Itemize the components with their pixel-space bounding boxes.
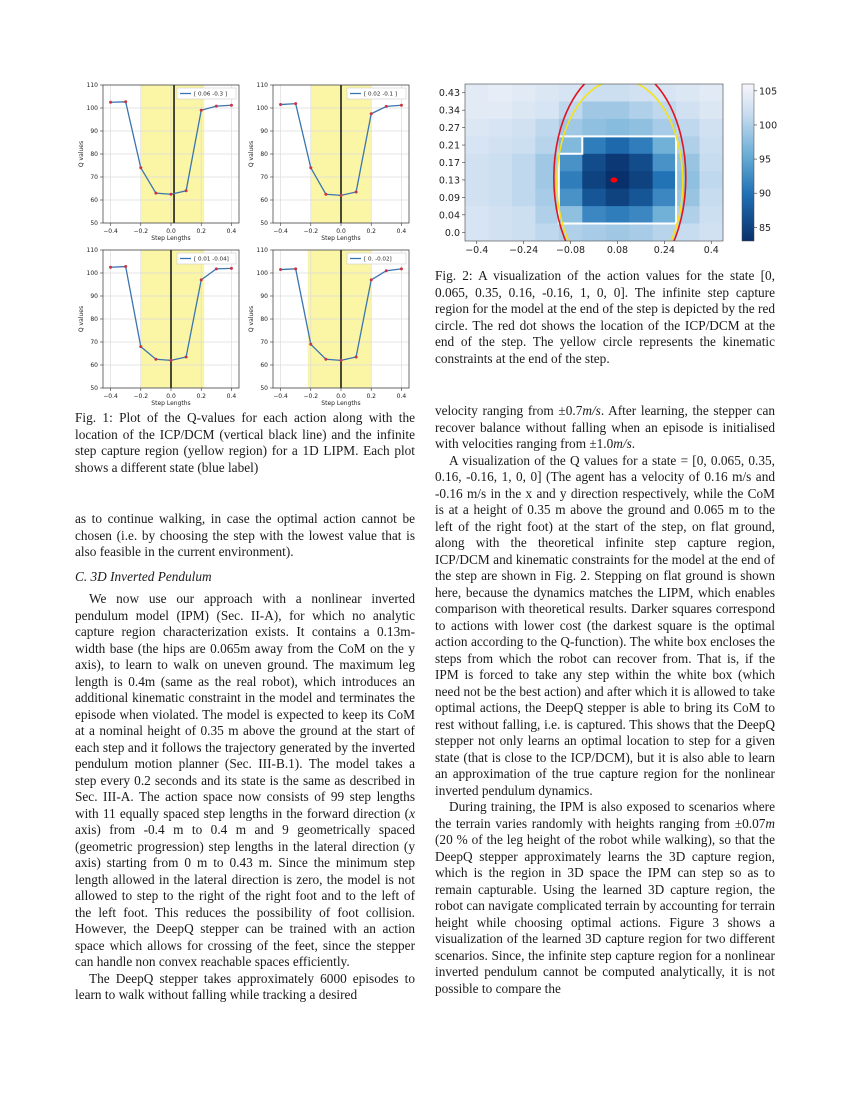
- data-point: [355, 355, 358, 358]
- y-axis-label: Q values: [78, 140, 85, 168]
- heatmap-cell: [465, 224, 489, 242]
- heatmap-cell: [582, 136, 606, 154]
- legend: [177, 253, 236, 264]
- x-tick-label: 0.24: [653, 245, 675, 256]
- y-tick-label: 80: [260, 316, 268, 323]
- heatmap-cell: [582, 154, 606, 172]
- data-point: [324, 193, 327, 196]
- heatmap-cell: [512, 206, 536, 224]
- heatmap-cell: [559, 189, 583, 207]
- colorbar-tick-label: 105: [759, 86, 778, 98]
- heatmap-cell: [676, 171, 700, 189]
- y-tick-label: 0.0: [444, 227, 460, 239]
- y-axis-label: Q values: [78, 305, 85, 333]
- x-tick-label: 0.4: [703, 245, 719, 256]
- heatmap-cell: [512, 154, 536, 172]
- heatmap-cell: [582, 101, 606, 119]
- y-tick-label: 70: [90, 174, 98, 181]
- y-tick-label: 0.13: [438, 175, 460, 187]
- x-tick-label: 0.0: [166, 393, 176, 400]
- x-tick-label: −0.2: [133, 393, 149, 400]
- y-tick-label: 70: [90, 339, 98, 346]
- x-tick-label: −0.2: [303, 393, 319, 400]
- y-tick-label: 50: [260, 385, 268, 392]
- y-tick-label: 50: [90, 220, 98, 227]
- heatmap-cell: [700, 224, 724, 242]
- data-point: [230, 267, 233, 270]
- y-tick-label: 100: [256, 105, 268, 112]
- paragraph: velocity ranging from ±0.7m/s. After learning, the stepper can recover balance without falling when an episode is initialised with velocities ranging from ±1.0m/s.: [435, 403, 775, 451]
- data-point: [215, 267, 218, 270]
- y-tick-label: 110: [256, 82, 268, 89]
- y-tick-label: 0.21: [438, 140, 460, 152]
- y-tick-label: 100: [86, 270, 98, 277]
- y-tick-label: 0.27: [438, 123, 460, 135]
- heatmap-cell: [488, 84, 512, 102]
- heatmap-cell: [465, 119, 489, 137]
- x-tick-label: 0.4: [226, 393, 237, 400]
- data-point: [230, 104, 233, 107]
- y-tick-label: 0.09: [438, 192, 460, 204]
- colorbar: [742, 84, 754, 241]
- y-tick-label: 110: [256, 247, 268, 254]
- heatmap-cell: [629, 224, 653, 242]
- y-tick-label: 0.04: [438, 210, 460, 222]
- x-tick-label: 0.08: [606, 245, 629, 256]
- data-point: [170, 193, 173, 196]
- data-point: [279, 103, 282, 106]
- heatmap-cell: [676, 101, 700, 119]
- heatmap-cell: [488, 119, 512, 137]
- paragraph: We now use our approach with a nonlinear inverted pendulum model (IPM) (Sec. II-A), for which no analytic capture region characterization exists. It contains a 0.13m-width base (the hips are 0.065m away from the CoM on the y axis), to learn to walk on uneven ground. The maximum leg length is 0.4m (same as the real robot), which introduces an additional kinematic constraint in the model and terminates the episode when violated. The model is expected to keep its CoM at a nominal height of 0.35 m above the ground at the start of each step and it follows the trajectory generated by the inverted pendulum motion planner (Sec. III-B.1). The model takes a step every 0.2 seconds and its state is the same as described in Sec. III-A. The action space now consists of 99 step lengths with 11 equally spaced step lengths in the forward direction (x axis) from -0.4 m to 0.4 m and 9 geometrically spaced (geometric progression) step lengths in the lateral direction (y axis) starting from 0 m to 0.43 m. Since the minimum step length allowed in the lateral direction is zero, the model is not allowed to step to the right of the right foot and to the left of the left foot. This reduces the possibility of foot collision. However, the DeepQ stepper can be trained with an action space which allows for crossing of the feet, since the stepper can handle non convex reachable spaces efficiently.: [75, 591, 415, 969]
- y-tick-label: 80: [90, 316, 98, 323]
- x-tick-label: −0.08: [555, 245, 586, 256]
- heatmap-cell: [465, 189, 489, 207]
- heatmap-cell: [559, 154, 583, 172]
- heatmap-cell: [653, 171, 677, 189]
- heatmap-cell: [488, 206, 512, 224]
- heatmap-cell: [465, 136, 489, 154]
- section-heading: C. 3D Inverted Pendulum: [75, 568, 212, 584]
- y-tick-label: 90: [260, 128, 268, 135]
- data-point: [385, 269, 388, 272]
- data-point: [340, 194, 343, 197]
- heatmap-cell: [606, 84, 630, 102]
- y-tick-label: 70: [260, 339, 268, 346]
- legend-label: [ 0.02 -0.1 ]: [364, 91, 398, 98]
- y-tick-label: 80: [90, 151, 98, 158]
- paragraph: as to continue walking, in case the optimal action cannot be chosen (i.e. by choosing the step with the lowest value that is also feasible in the current environment).: [75, 511, 415, 559]
- data-point: [124, 265, 127, 268]
- heatmap-cell: [606, 119, 630, 137]
- data-point: [324, 358, 327, 361]
- heatmap-cell: [465, 171, 489, 189]
- heatmap-cell: [606, 206, 630, 224]
- heatmap-cell: [606, 224, 630, 242]
- x-tick-label: 0.2: [366, 228, 376, 235]
- mask: [430, 80, 790, 84]
- x-tick-label: 0.0: [336, 228, 346, 235]
- y-tick-label: 0.43: [438, 88, 460, 100]
- colorbar-tick-label: 90: [759, 188, 772, 200]
- heatmap-cell: [512, 189, 536, 207]
- legend-label: [ 0.06 -0.3 ]: [194, 91, 228, 98]
- y-tick-label: 60: [260, 197, 268, 204]
- data-point: [309, 343, 312, 346]
- x-tick-label: −0.2: [133, 228, 149, 235]
- heatmap-cell: [676, 154, 700, 172]
- q-value-subplot: [78, 247, 239, 407]
- data-point: [185, 355, 188, 358]
- y-axis-label: Q values: [248, 305, 255, 333]
- data-point: [200, 278, 203, 281]
- x-tick-label: 0.4: [396, 228, 407, 235]
- right-column: [435, 403, 775, 997]
- paragraph: During training, the IPM is also exposed to scenarios where the terrain varies randomly with heights ranging from ±0.07m (20 % of the leg height of the robot while walking), so that the DeepQ stepper approximately learns the 3D capture region, which is the region in 3D space the IPM can step so as to remain capturable. Using the learned 3D capture region, the robot can navigate complicated terrain by accounting for terrain height while choosing optimal actions. Figure 3 shows a visualization of the learned 3D capture region for two different scenarios. Since, the infinite step capture region for a nonlinear inverted pendulum cannot be computed analytically, it is not possible to compare the: [435, 799, 775, 996]
- paragraph: A visualization of the Q values for a state = [0, 0.065, 0.35, 0.16, -0.16, 1, 0, 0] (The agent has a velocity of 0.16 m/s and -0.16 m/s in the x and y direction respectively, while the CoM is at a height of 0.35 m above the ground and 0.065 m to the left of the right foot) at the start of the step, on flat ground, along with the theoretical infinite step capture region, ICP/DCM and kinematic constraints for the model at the end of the step are shown in Fig. 2. Stepping on flat ground is shown here, because the dynamics matches the LIPM, which enables comparison with theoretical results. Darker squares correspond to actions with lower cost (the darkest square is the optimal action according to the Q-function). The white box encloses the steps from which the robot can recover from. That is, if the IPM is forced to take any step within the white box (which need not be the best action) and after which it is allowed to take optimal actions, the DeepQ stepper is able to bring its CoM to rest without falling, i.e. is captured. This shows that the DeepQ stepper not only learns an optimal location to step for a given state (that is close to the ICP/DCM), but it is also able to learn an approximation of the true capture region for the nonlinear inverted pendulum dynamics.: [435, 452, 775, 798]
- heatmap-cell: [700, 206, 724, 224]
- heatmap-cell: [465, 206, 489, 224]
- heatmap-cell: [559, 206, 583, 224]
- heatmap-cell: [700, 154, 724, 172]
- y-tick-label: 110: [86, 82, 98, 89]
- heatmap-cell: [512, 84, 536, 102]
- heatmap-cell: [535, 171, 559, 189]
- heatmap-cell: [582, 119, 606, 137]
- heatmap-cell: [629, 136, 653, 154]
- q-value-subplot: [78, 82, 239, 242]
- data-point: [294, 267, 297, 270]
- x-tick-label: −0.4: [465, 245, 489, 256]
- heatmap-cell: [653, 136, 677, 154]
- legend: [347, 88, 406, 99]
- y-tick-label: 100: [86, 105, 98, 112]
- heatmap-cell: [700, 101, 724, 119]
- left-column: [75, 511, 415, 1004]
- x-tick-label: −0.2: [303, 228, 319, 235]
- heatmap-cell: [653, 154, 677, 172]
- heatmap-cell: [629, 84, 653, 102]
- x-tick-label: 0.4: [396, 393, 407, 400]
- heatmap-cell: [676, 189, 700, 207]
- fig1-caption: Fig. 1: Plot of the Q-values for each action along with the location of the ICP/DCM (vertical black line) and the infinite step capture region (yellow region) for a 1D LIPM. Each plot shows a different state (blue label): [75, 410, 415, 475]
- heatmap-cell: [488, 101, 512, 119]
- heatmap-cell: [582, 84, 606, 102]
- data-point: [279, 268, 282, 271]
- heatmap-cell: [465, 101, 489, 119]
- heatmap-cell: [512, 101, 536, 119]
- y-tick-label: 70: [260, 174, 268, 181]
- data-point: [400, 104, 403, 107]
- heatmap-cell: [535, 84, 559, 102]
- data-point: [370, 278, 373, 281]
- heatmap-cell: [559, 84, 583, 102]
- y-axis-label: Q values: [248, 140, 255, 168]
- data-point: [185, 189, 188, 192]
- data-point: [309, 166, 312, 169]
- heatmap-cell: [488, 136, 512, 154]
- heatmap-cell: [629, 154, 653, 172]
- heatmap-cell: [465, 154, 489, 172]
- y-tick-label: 0.17: [438, 158, 460, 169]
- heatmap-cell: [629, 189, 653, 207]
- data-point: [154, 192, 157, 195]
- paragraph: The DeepQ stepper takes approximately 6000 episodes to learn to walk without falling while tracking a desired: [75, 970, 415, 1002]
- heatmap-cell: [606, 171, 630, 189]
- heatmap-cell: [559, 171, 583, 189]
- data-point: [385, 105, 388, 108]
- y-tick-label: 0.34: [438, 105, 460, 117]
- heatmap-cell: [582, 224, 606, 242]
- y-tick-label: 60: [90, 362, 98, 369]
- heatmap-cell: [582, 189, 606, 207]
- heatmap-cell: [629, 171, 653, 189]
- heatmap-cell: [629, 101, 653, 119]
- heatmap-cell: [629, 119, 653, 137]
- heatmap-cell: [535, 224, 559, 242]
- y-tick-label: 60: [90, 197, 98, 204]
- heatmap-cell: [512, 136, 536, 154]
- y-tick-label: 60: [260, 362, 268, 369]
- data-point: [124, 100, 127, 103]
- icp-dot: [610, 177, 617, 182]
- heatmap-cell: [700, 119, 724, 137]
- q-value-subplot: [248, 82, 409, 242]
- fig1-plots: [75, 80, 415, 410]
- heatmap-cell: [488, 154, 512, 172]
- heatmap-cell: [606, 154, 630, 172]
- heatmap-cell: [512, 171, 536, 189]
- y-tick-label: 90: [260, 293, 268, 300]
- heatmap-cell: [700, 171, 724, 189]
- x-axis-label: Step Lengths: [151, 400, 191, 407]
- data-point: [370, 112, 373, 115]
- x-tick-label: 0.2: [196, 393, 206, 400]
- fig2-caption: Fig. 2: A visualization of the action values for the state [0, 0.065, 0.35, 0.16, -0.16, 1, 0, 0]. The infinite step capture region for the model at the end of the step is depicted by the red circle. The red dot shows the location of the ICP/DCM at the end of the step. The yellow circle represents the kinematic constraints at the end of the step.: [435, 268, 775, 366]
- y-tick-label: 90: [90, 128, 98, 135]
- heatmap-cell: [700, 136, 724, 154]
- data-point: [294, 102, 297, 105]
- heatmap-cell: [512, 119, 536, 137]
- heatmap-cell: [465, 84, 489, 102]
- x-tick-label: 0.2: [196, 228, 206, 235]
- x-tick-label: −0.4: [273, 393, 288, 400]
- heatmap-cell: [653, 206, 677, 224]
- data-point: [109, 266, 112, 269]
- y-tick-label: 100: [256, 270, 268, 277]
- data-point: [215, 105, 218, 108]
- heatmap-cell: [676, 84, 700, 102]
- heatmap-cell: [535, 119, 559, 137]
- heatmap-cell: [700, 84, 724, 102]
- legend-label: [ 0. -0.02]: [364, 256, 392, 263]
- data-point: [139, 166, 142, 169]
- heatmap-cell: [512, 224, 536, 242]
- x-axis-label: Step Lengths: [151, 235, 191, 242]
- heatmap-cell: [582, 171, 606, 189]
- y-tick-label: 50: [260, 220, 268, 227]
- data-point: [355, 190, 358, 193]
- y-tick-label: 90: [90, 293, 98, 300]
- heatmap-cell: [606, 189, 630, 207]
- legend: [177, 88, 236, 99]
- heatmap-cell: [653, 189, 677, 207]
- heatmap-cell: [488, 189, 512, 207]
- y-tick-label: 110: [86, 247, 98, 254]
- heatmap-cell: [606, 101, 630, 119]
- x-tick-label: −0.4: [103, 228, 118, 235]
- x-tick-label: 0.0: [336, 393, 346, 400]
- heatmap-cell: [582, 206, 606, 224]
- heatmap-cell: [629, 206, 653, 224]
- data-point: [109, 101, 112, 104]
- fig2-heatmap: [430, 80, 790, 260]
- colorbar-tick-label: 85: [759, 222, 772, 234]
- q-value-subplot: [248, 247, 409, 407]
- x-axis-label: Step Lengths: [321, 400, 361, 407]
- x-tick-label: 0.4: [226, 228, 237, 235]
- x-tick-label: −0.4: [103, 393, 118, 400]
- colorbar-tick-label: 100: [759, 120, 778, 132]
- x-tick-label: 0.2: [366, 393, 376, 400]
- x-tick-label: −0.24: [509, 245, 539, 256]
- legend-label: [ 0.01 -0.04]: [194, 256, 229, 263]
- data-point: [170, 359, 173, 362]
- x-tick-label: 0.0: [166, 228, 176, 235]
- legend: [347, 253, 406, 264]
- data-point: [400, 267, 403, 270]
- x-tick-label: −0.4: [273, 228, 288, 235]
- heatmap-cell: [488, 224, 512, 242]
- x-axis-label: Step Lengths: [321, 235, 361, 242]
- heatmap-cell: [700, 189, 724, 207]
- heatmap-cell: [535, 101, 559, 119]
- data-point: [154, 358, 157, 361]
- heatmap-cell: [606, 136, 630, 154]
- y-tick-label: 50: [90, 385, 98, 392]
- data-point: [200, 109, 203, 112]
- heatmap-cell: [488, 171, 512, 189]
- data-point: [139, 345, 142, 348]
- data-point: [340, 359, 343, 362]
- y-tick-label: 80: [260, 151, 268, 158]
- colorbar-tick-label: 95: [759, 154, 772, 166]
